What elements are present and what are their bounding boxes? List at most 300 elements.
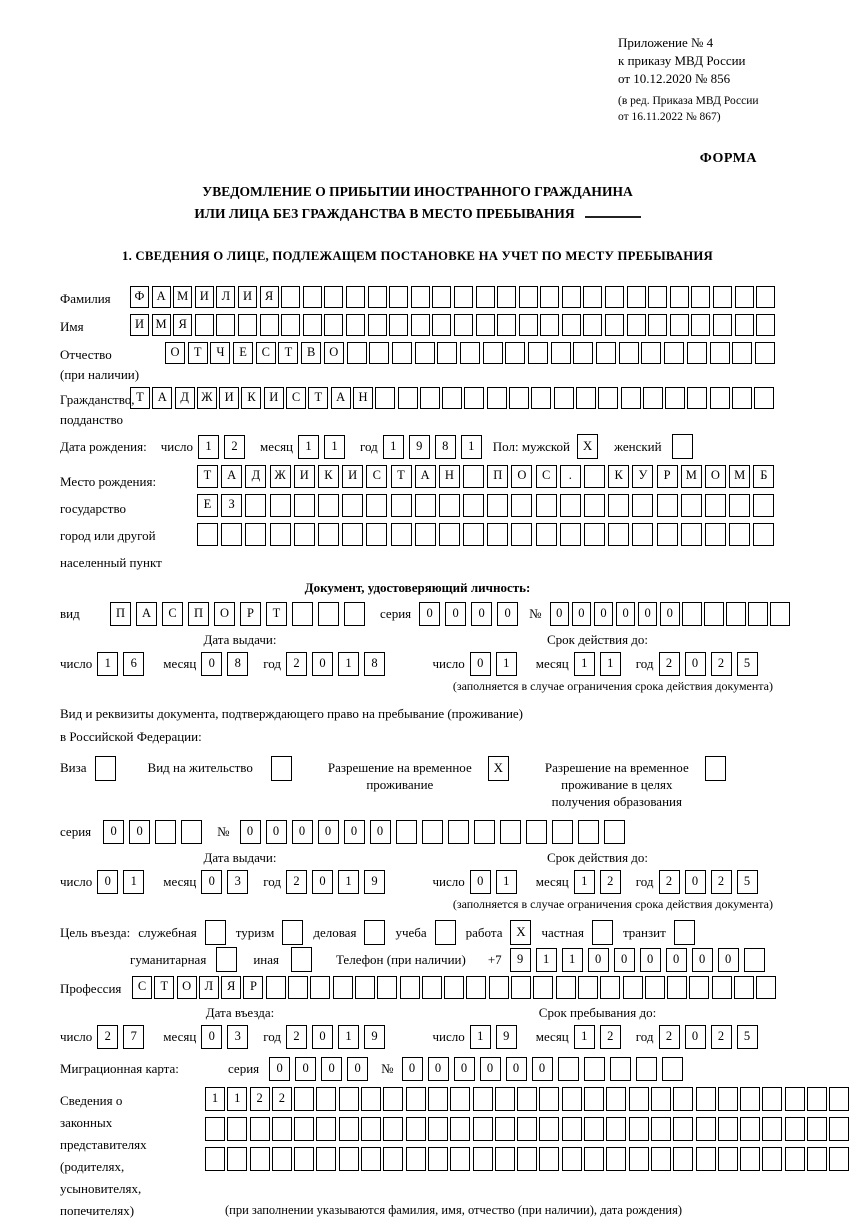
char-cell[interactable]: 0: [685, 652, 706, 676]
char-cell[interactable]: [632, 523, 653, 546]
doc-series-input[interactable]: [419, 602, 523, 626]
char-cell[interactable]: [361, 1087, 381, 1111]
char-cell[interactable]: [511, 976, 531, 999]
char-cell[interactable]: [392, 342, 412, 364]
char-cell[interactable]: 1: [496, 870, 517, 894]
char-cell[interactable]: С: [536, 465, 557, 488]
char-cell[interactable]: К: [318, 465, 339, 488]
char-cell[interactable]: [333, 976, 353, 999]
checkbox-purpose-private[interactable]: [592, 920, 613, 945]
char-cell[interactable]: Т: [278, 342, 298, 364]
char-cell[interactable]: [344, 602, 365, 626]
char-cell[interactable]: [303, 286, 322, 308]
char-cell[interactable]: [406, 1117, 426, 1141]
char-cell[interactable]: [383, 1117, 403, 1141]
char-cell[interactable]: 2: [659, 1025, 680, 1049]
char-cell[interactable]: [270, 494, 291, 517]
checkbox-purpose-tourism[interactable]: [282, 920, 303, 945]
char-cell[interactable]: И: [294, 465, 315, 488]
char-cell[interactable]: [450, 1147, 470, 1171]
char-cell[interactable]: [487, 387, 507, 409]
char-cell[interactable]: Ч: [210, 342, 230, 364]
char-cell[interactable]: 2: [711, 870, 732, 894]
char-cell[interactable]: 0: [506, 1057, 527, 1081]
char-cell[interactable]: [829, 1087, 849, 1111]
char-cell[interactable]: 6: [123, 652, 144, 676]
char-cell[interactable]: [762, 1087, 782, 1111]
char-cell[interactable]: 0: [266, 820, 287, 844]
name-input[interactable]: [130, 314, 778, 336]
checkbox-purpose-work[interactable]: X: [510, 920, 531, 945]
char-cell[interactable]: [696, 1087, 716, 1111]
char-cell[interactable]: [454, 286, 473, 308]
char-cell[interactable]: [316, 1117, 336, 1141]
char-cell[interactable]: [606, 1117, 626, 1141]
char-cell[interactable]: [584, 494, 605, 517]
char-cell[interactable]: Р: [243, 976, 263, 999]
char-cell[interactable]: [500, 820, 521, 844]
char-cell[interactable]: 2: [711, 1025, 732, 1049]
char-cell[interactable]: 0: [312, 652, 333, 676]
char-cell[interactable]: [366, 494, 387, 517]
char-cell[interactable]: [432, 314, 451, 336]
char-cell[interactable]: [740, 1117, 760, 1141]
char-cell[interactable]: [432, 286, 451, 308]
char-cell[interactable]: 0: [454, 1057, 475, 1081]
char-cell[interactable]: 9: [409, 435, 430, 459]
char-cell[interactable]: [704, 602, 724, 626]
char-cell[interactable]: [444, 976, 464, 999]
char-cell[interactable]: А: [221, 465, 242, 488]
char-cell[interactable]: 1: [536, 948, 557, 972]
char-cell[interactable]: 0: [614, 948, 635, 972]
char-cell[interactable]: 1: [227, 1087, 247, 1111]
char-cell[interactable]: 0: [718, 948, 739, 972]
char-cell[interactable]: [536, 494, 557, 517]
char-cell[interactable]: [670, 314, 689, 336]
char-cell[interactable]: [619, 342, 639, 364]
char-cell[interactable]: 2: [600, 870, 621, 894]
char-cell[interactable]: [205, 1117, 225, 1141]
char-cell[interactable]: [368, 314, 387, 336]
char-cell[interactable]: Л: [199, 976, 219, 999]
checkbox-purpose-official[interactable]: [205, 920, 226, 945]
char-cell[interactable]: 3: [227, 870, 248, 894]
char-cell[interactable]: [355, 976, 375, 999]
citizenship-input[interactable]: [130, 387, 777, 409]
char-cell[interactable]: [673, 1147, 693, 1171]
char-cell[interactable]: [583, 286, 602, 308]
char-cell[interactable]: [406, 1087, 426, 1111]
char-cell[interactable]: [662, 1057, 683, 1081]
char-cell[interactable]: 0: [550, 602, 570, 626]
char-cell[interactable]: [753, 494, 774, 517]
char-cell[interactable]: [439, 523, 460, 546]
char-cell[interactable]: И: [342, 465, 363, 488]
char-cell[interactable]: [667, 976, 687, 999]
birth-month-input[interactable]: [298, 435, 350, 459]
char-cell[interactable]: [483, 342, 503, 364]
doc-valid-month[interactable]: [574, 652, 626, 676]
char-cell[interactable]: [807, 1087, 827, 1111]
char-cell[interactable]: [454, 314, 473, 336]
char-cell[interactable]: 0: [103, 820, 124, 844]
char-cell[interactable]: Н: [439, 465, 460, 488]
char-cell[interactable]: [606, 1147, 626, 1171]
char-cell[interactable]: [294, 494, 315, 517]
char-cell[interactable]: [657, 523, 678, 546]
char-cell[interactable]: [718, 1147, 738, 1171]
char-cell[interactable]: 0: [97, 870, 118, 894]
char-cell[interactable]: [536, 523, 557, 546]
char-cell[interactable]: С: [256, 342, 276, 364]
char-cell[interactable]: [375, 387, 395, 409]
char-cell[interactable]: [439, 494, 460, 517]
char-cell[interactable]: [473, 1147, 493, 1171]
char-cell[interactable]: [713, 314, 732, 336]
char-cell[interactable]: О: [165, 342, 185, 364]
char-cell[interactable]: 1: [338, 652, 359, 676]
char-cell[interactable]: [428, 1117, 448, 1141]
char-cell[interactable]: [463, 523, 484, 546]
char-cell[interactable]: [519, 314, 538, 336]
char-cell[interactable]: [238, 314, 257, 336]
char-cell[interactable]: [560, 523, 581, 546]
char-cell[interactable]: [533, 976, 553, 999]
char-cell[interactable]: [558, 1057, 579, 1081]
char-cell[interactable]: [556, 976, 576, 999]
char-cell[interactable]: 0: [660, 602, 680, 626]
char-cell[interactable]: 8: [227, 652, 248, 676]
char-cell[interactable]: [270, 523, 291, 546]
char-cell[interactable]: [551, 342, 571, 364]
char-cell[interactable]: [511, 494, 532, 517]
char-cell[interactable]: [361, 1117, 381, 1141]
char-cell[interactable]: [562, 286, 581, 308]
char-cell[interactable]: [604, 820, 625, 844]
migration-card-series-input[interactable]: [269, 1057, 373, 1081]
char-cell[interactable]: [391, 523, 412, 546]
char-cell[interactable]: [629, 1147, 649, 1171]
char-cell[interactable]: [216, 314, 235, 336]
char-cell[interactable]: 0: [201, 1025, 222, 1049]
char-cell[interactable]: О: [214, 602, 235, 626]
char-cell[interactable]: 1: [574, 652, 595, 676]
char-cell[interactable]: [583, 314, 602, 336]
char-cell[interactable]: [318, 494, 339, 517]
char-cell[interactable]: Т: [154, 976, 174, 999]
char-cell[interactable]: Б: [753, 465, 774, 488]
char-cell[interactable]: [681, 523, 702, 546]
char-cell[interactable]: [428, 1147, 448, 1171]
char-cell[interactable]: [785, 1117, 805, 1141]
char-cell[interactable]: [221, 523, 242, 546]
char-cell[interactable]: [641, 342, 661, 364]
char-cell[interactable]: 1: [383, 435, 404, 459]
char-cell[interactable]: 2: [286, 1025, 307, 1049]
char-cell[interactable]: 0: [344, 820, 365, 844]
char-cell[interactable]: [562, 314, 581, 336]
char-cell[interactable]: 0: [428, 1057, 449, 1081]
char-cell[interactable]: 1: [205, 1087, 225, 1111]
char-cell[interactable]: [250, 1147, 270, 1171]
char-cell[interactable]: 0: [312, 1025, 333, 1049]
char-cell[interactable]: 0: [640, 948, 661, 972]
char-cell[interactable]: [605, 314, 624, 336]
char-cell[interactable]: [195, 314, 214, 336]
char-cell[interactable]: [250, 1117, 270, 1141]
char-cell[interactable]: [540, 286, 559, 308]
char-cell[interactable]: А: [136, 602, 157, 626]
char-cell[interactable]: [539, 1087, 559, 1111]
stay-doc-series-input[interactable]: [103, 820, 207, 844]
char-cell[interactable]: [519, 286, 538, 308]
char-cell[interactable]: З: [221, 494, 242, 517]
char-cell[interactable]: [562, 1087, 582, 1111]
char-cell[interactable]: [474, 820, 495, 844]
char-cell[interactable]: [605, 286, 624, 308]
char-cell[interactable]: [473, 1117, 493, 1141]
char-cell[interactable]: [497, 286, 516, 308]
char-cell[interactable]: Р: [657, 465, 678, 488]
char-cell[interactable]: [732, 387, 752, 409]
char-cell[interactable]: [391, 494, 412, 517]
surname-input[interactable]: [130, 286, 778, 308]
char-cell[interactable]: [342, 523, 363, 546]
checkbox-purpose-business[interactable]: [364, 920, 385, 945]
char-cell[interactable]: [383, 1147, 403, 1171]
char-cell[interactable]: [422, 976, 442, 999]
char-cell[interactable]: [807, 1147, 827, 1171]
char-cell[interactable]: 8: [364, 652, 385, 676]
char-cell[interactable]: [562, 1147, 582, 1171]
char-cell[interactable]: О: [324, 342, 344, 364]
char-cell[interactable]: [665, 387, 685, 409]
char-cell[interactable]: [318, 602, 339, 626]
char-cell[interactable]: [608, 494, 629, 517]
char-cell[interactable]: [396, 820, 417, 844]
char-cell[interactable]: [584, 1087, 604, 1111]
char-cell[interactable]: П: [487, 465, 508, 488]
char-cell[interactable]: 1: [461, 435, 482, 459]
entry-year[interactable]: [286, 1025, 390, 1049]
char-cell[interactable]: [346, 286, 365, 308]
char-cell[interactable]: .: [560, 465, 581, 488]
char-cell[interactable]: [623, 976, 643, 999]
birth-year-input[interactable]: [383, 435, 487, 459]
char-cell[interactable]: 1: [338, 1025, 359, 1049]
profession-input[interactable]: [132, 976, 779, 999]
char-cell[interactable]: [476, 314, 495, 336]
char-cell[interactable]: [497, 314, 516, 336]
char-cell[interactable]: 2: [97, 1025, 118, 1049]
char-cell[interactable]: 0: [129, 820, 150, 844]
char-cell[interactable]: [729, 494, 750, 517]
char-cell[interactable]: Ж: [270, 465, 291, 488]
char-cell[interactable]: [584, 1117, 604, 1141]
char-cell[interactable]: 2: [659, 652, 680, 676]
sex-female-checkbox[interactable]: [672, 434, 693, 459]
checkbox-visa[interactable]: [95, 756, 116, 781]
char-cell[interactable]: Н: [353, 387, 373, 409]
char-cell[interactable]: [389, 286, 408, 308]
char-cell[interactable]: [705, 494, 726, 517]
char-cell[interactable]: [754, 387, 774, 409]
patronymic-input[interactable]: [165, 342, 778, 364]
char-cell[interactable]: [294, 1087, 314, 1111]
char-cell[interactable]: А: [152, 286, 171, 308]
char-cell[interactable]: М: [173, 286, 192, 308]
char-cell[interactable]: [562, 1117, 582, 1141]
char-cell[interactable]: 0: [616, 602, 636, 626]
char-cell[interactable]: Я: [173, 314, 192, 336]
char-cell[interactable]: [740, 1147, 760, 1171]
char-cell[interactable]: Т: [130, 387, 150, 409]
char-cell[interactable]: [245, 494, 266, 517]
doc-number-input[interactable]: [550, 602, 793, 626]
char-cell[interactable]: Ж: [197, 387, 217, 409]
char-cell[interactable]: [339, 1147, 359, 1171]
char-cell[interactable]: 1: [324, 435, 345, 459]
char-cell[interactable]: 2: [286, 652, 307, 676]
char-cell[interactable]: [318, 523, 339, 546]
char-cell[interactable]: 0: [201, 870, 222, 894]
char-cell[interactable]: [643, 387, 663, 409]
char-cell[interactable]: Т: [308, 387, 328, 409]
char-cell[interactable]: [762, 1147, 782, 1171]
char-cell[interactable]: [266, 976, 286, 999]
char-cell[interactable]: И: [195, 286, 214, 308]
char-cell[interactable]: [369, 342, 389, 364]
doc-issue-year[interactable]: [286, 652, 390, 676]
char-cell[interactable]: [687, 387, 707, 409]
char-cell[interactable]: [648, 286, 667, 308]
doc-issue-month[interactable]: [201, 652, 253, 676]
char-cell[interactable]: [785, 1087, 805, 1111]
stay-doc-number-input[interactable]: [240, 820, 630, 844]
char-cell[interactable]: И: [238, 286, 257, 308]
char-cell[interactable]: [517, 1147, 537, 1171]
char-cell[interactable]: [487, 494, 508, 517]
char-cell[interactable]: Е: [233, 342, 253, 364]
char-cell[interactable]: [539, 1147, 559, 1171]
char-cell[interactable]: [756, 976, 776, 999]
char-cell[interactable]: [347, 342, 367, 364]
char-cell[interactable]: 0: [419, 602, 440, 626]
char-cell[interactable]: 1: [338, 870, 359, 894]
char-cell[interactable]: [651, 1117, 671, 1141]
char-cell[interactable]: М: [152, 314, 171, 336]
char-cell[interactable]: [316, 1147, 336, 1171]
representatives-line1[interactable]: [205, 1087, 852, 1111]
char-cell[interactable]: 0: [402, 1057, 423, 1081]
entry-day[interactable]: [97, 1025, 149, 1049]
char-cell[interactable]: 9: [510, 948, 531, 972]
char-cell[interactable]: 1: [562, 948, 583, 972]
char-cell[interactable]: М: [729, 465, 750, 488]
char-cell[interactable]: А: [152, 387, 172, 409]
char-cell[interactable]: [227, 1147, 247, 1171]
char-cell[interactable]: [281, 286, 300, 308]
char-cell[interactable]: 2: [711, 652, 732, 676]
char-cell[interactable]: [383, 1087, 403, 1111]
char-cell[interactable]: [578, 820, 599, 844]
stay-issue-day[interactable]: [97, 870, 149, 894]
checkbox-purpose-transit[interactable]: [674, 920, 695, 945]
char-cell[interactable]: [712, 976, 732, 999]
char-cell[interactable]: И: [264, 387, 284, 409]
char-cell[interactable]: 0: [470, 870, 491, 894]
char-cell[interactable]: 0: [594, 602, 614, 626]
char-cell[interactable]: [691, 314, 710, 336]
char-cell[interactable]: [610, 1057, 631, 1081]
char-cell[interactable]: [288, 976, 308, 999]
stay-valid-year[interactable]: [659, 870, 763, 894]
char-cell[interactable]: И: [130, 314, 149, 336]
char-cell[interactable]: [316, 1087, 336, 1111]
char-cell[interactable]: [509, 387, 529, 409]
char-cell[interactable]: 0: [445, 602, 466, 626]
char-cell[interactable]: [495, 1147, 515, 1171]
char-cell[interactable]: 1: [97, 652, 118, 676]
char-cell[interactable]: Д: [245, 465, 266, 488]
checkbox-purpose-other[interactable]: [291, 947, 312, 972]
char-cell[interactable]: 2: [250, 1087, 270, 1111]
birth-place-line2[interactable]: [197, 494, 778, 517]
char-cell[interactable]: [155, 820, 176, 844]
char-cell[interactable]: [734, 976, 754, 999]
char-cell[interactable]: [673, 1087, 693, 1111]
char-cell[interactable]: [636, 1057, 657, 1081]
char-cell[interactable]: [681, 494, 702, 517]
char-cell[interactable]: [310, 976, 330, 999]
char-cell[interactable]: [406, 1147, 426, 1171]
char-cell[interactable]: О: [511, 465, 532, 488]
char-cell[interactable]: [526, 820, 547, 844]
char-cell[interactable]: [324, 286, 343, 308]
char-cell[interactable]: [442, 387, 462, 409]
char-cell[interactable]: 0: [201, 652, 222, 676]
char-cell[interactable]: Я: [221, 976, 241, 999]
char-cell[interactable]: 1: [574, 870, 595, 894]
char-cell[interactable]: О: [705, 465, 726, 488]
char-cell[interactable]: [735, 286, 754, 308]
char-cell[interactable]: [596, 342, 616, 364]
char-cell[interactable]: [632, 494, 653, 517]
char-cell[interactable]: [463, 494, 484, 517]
char-cell[interactable]: 9: [496, 1025, 517, 1049]
char-cell[interactable]: 9: [364, 870, 385, 894]
char-cell[interactable]: 0: [312, 870, 333, 894]
char-cell[interactable]: [744, 948, 765, 972]
stay-until-month[interactable]: [574, 1025, 626, 1049]
char-cell[interactable]: 2: [600, 1025, 621, 1049]
char-cell[interactable]: [584, 1057, 605, 1081]
char-cell[interactable]: [629, 1087, 649, 1111]
char-cell[interactable]: [573, 342, 593, 364]
char-cell[interactable]: [829, 1147, 849, 1171]
char-cell[interactable]: Т: [197, 465, 218, 488]
char-cell[interactable]: В: [301, 342, 321, 364]
char-cell[interactable]: Т: [266, 602, 287, 626]
entry-month[interactable]: [201, 1025, 253, 1049]
char-cell[interactable]: [205, 1147, 225, 1171]
char-cell[interactable]: 0: [685, 1025, 706, 1049]
char-cell[interactable]: 2: [659, 870, 680, 894]
char-cell[interactable]: [770, 602, 790, 626]
char-cell[interactable]: [339, 1087, 359, 1111]
char-cell[interactable]: 0: [572, 602, 592, 626]
